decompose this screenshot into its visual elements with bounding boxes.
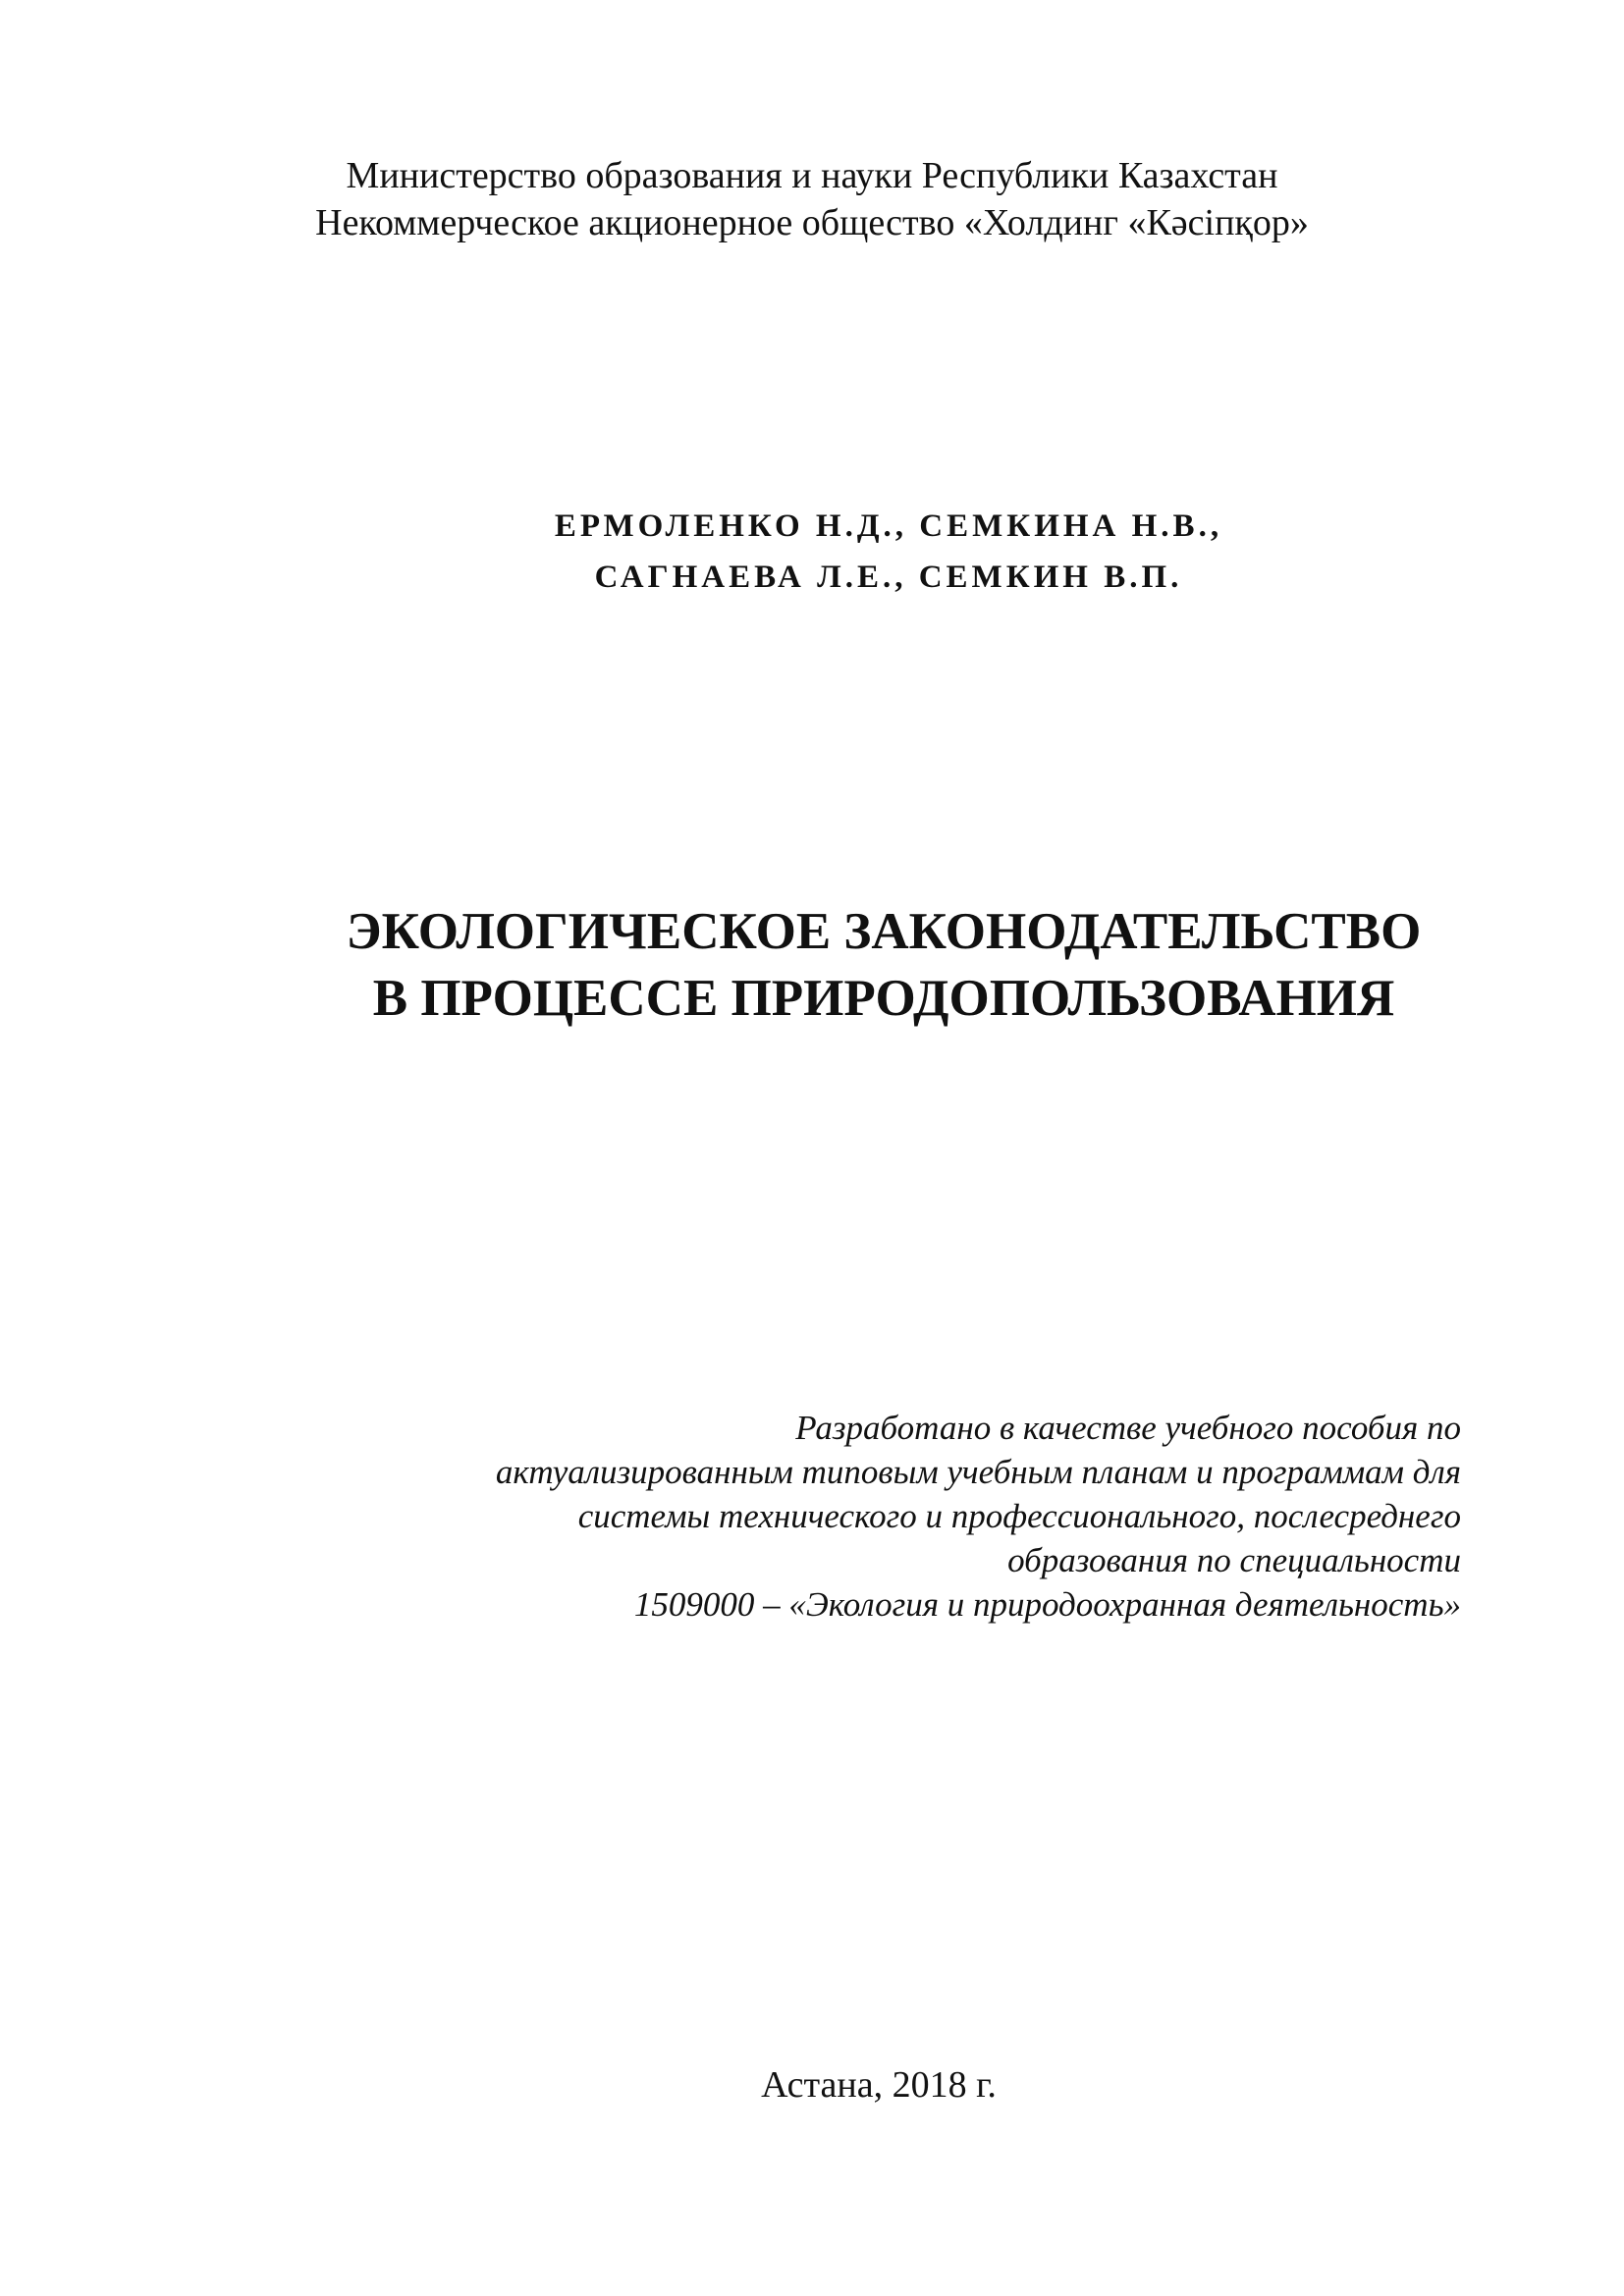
ministry-line: Министерство образования и науки Республики Казахстан — [346, 155, 1278, 196]
purpose-line-3: системы технического и профессионального, послесреднего — [577, 1497, 1461, 1535]
purpose-statement — [295, 1406, 1461, 1627]
purpose-line-5: 1509000 – «Экология и природоохранная деятельность» — [633, 1585, 1461, 1624]
title-line-1: ЭКОЛОГИЧЕСКОЕ ЗАКОНОДАТЕЛЬСТВО — [346, 903, 1422, 960]
document-title — [265, 898, 1502, 1032]
authors-block — [324, 501, 1453, 603]
organization-line: Некоммерческое акционерное общество «Холдинг «Кәсіпқор» — [315, 202, 1309, 243]
authors-line-1: ЕРМОЛЕНКО Н.Д., СЕМКИНА Н.В., — [554, 508, 1223, 544]
institution-header — [0, 152, 1624, 246]
authors-line-2: САГНАЕВА Л.Е., СЕМКИН В.П. — [594, 560, 1183, 595]
purpose-line-1: Разработано в качестве учебного пособия по — [795, 1409, 1461, 1447]
title-line-2: В ПРОЦЕССЕ ПРИРОДОПОЛЬЗОВАНИЯ — [372, 970, 1395, 1027]
purpose-line-2: актуализированным типовым учебным планам и программам для — [495, 1453, 1461, 1491]
purpose-line-4: образования по специальности — [1007, 1541, 1461, 1579]
publication-footer — [0, 2061, 1624, 2109]
place-and-year: Астана, 2018 г. — [761, 2064, 997, 2106]
